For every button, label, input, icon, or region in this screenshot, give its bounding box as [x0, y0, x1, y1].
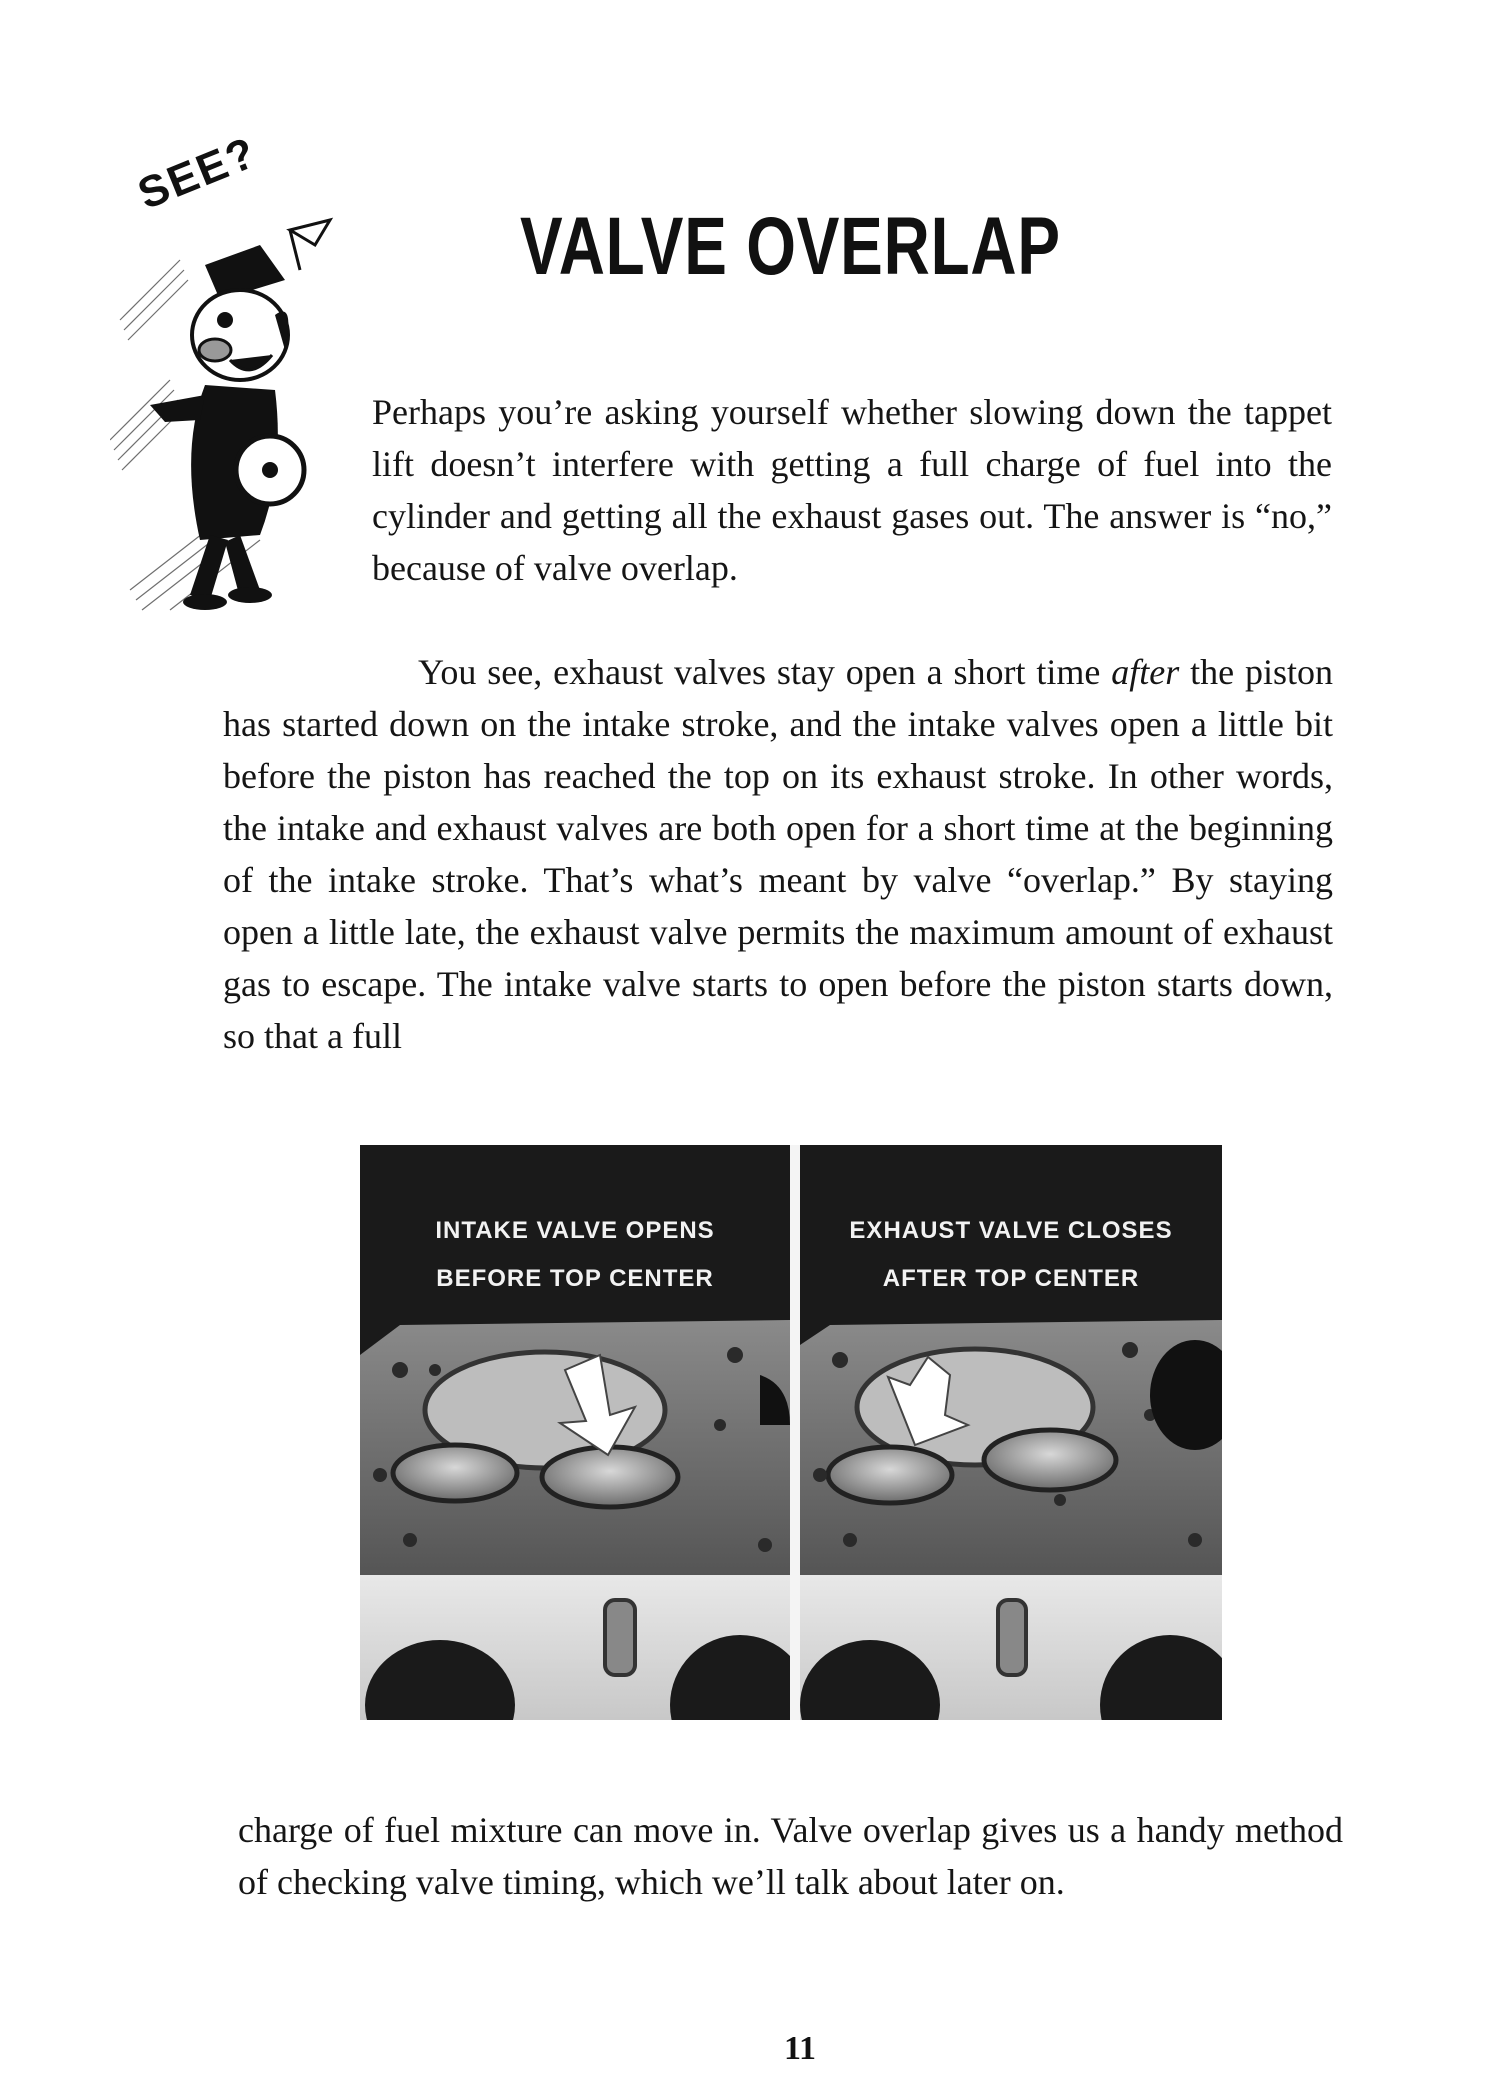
paragraph-2	[223, 646, 1333, 1062]
exhaust-valve-label	[800, 1207, 1222, 1303]
paragraph-3: charge of fuel mixture can move in. Valve overlap gives us a handy method of checking valve timing, which we’ll talk about later on.	[238, 1810, 1343, 1902]
exhaust-valve-label-line-1: EXHAUST VALVE CLOSES	[849, 1217, 1173, 1244]
page-number: 11	[783, 2030, 817, 2067]
paragraph-2-italic: after	[1111, 652, 1180, 692]
exhaust-valve-label-line-2: AFTER TOP CENTER	[882, 1265, 1140, 1292]
exhaust-valve-photo	[800, 1145, 1222, 1720]
intake-valve-label	[360, 1207, 790, 1303]
mechanic-cartoon-icon	[110, 127, 370, 630]
cartoon-caption: SEE?	[131, 127, 264, 220]
intake-valve-photo	[360, 1145, 790, 1720]
intake-valve-label-line-2: BEFORE TOP CENTER	[436, 1265, 714, 1292]
photo-divider	[790, 1145, 800, 1720]
valve-photo-figure	[360, 1145, 1222, 1720]
intake-valve-label-line-1: INTAKE VALVE OPENS	[435, 1217, 715, 1244]
page-title: VALVE OVERLAP	[520, 201, 1061, 292]
paragraph-2-part-1: You see, exhaust valves stay open a short time	[418, 652, 1112, 692]
paragraph-1: Perhaps you’re asking yourself whether slowing down the tappet lift doesn’t interfere with getting a full charge of fuel into the cylinder and getting all the exhaust gases out. The answer is “no,” because of valve overlap.	[372, 392, 1332, 588]
paragraph-2-part-2: the piston has started down on the intake stroke, and the intake valves open a little bit before the piston has reached the top on its exhaust stroke. In other words, the intake and exhaust valves are both open for a short time at the beginning of the intake stroke. That’s what’s meant by valve “overlap.” By staying open a little late, the exhaust valve permits the maximum amount of exhaust gas to escape. The intake valve starts to open before the piston starts down, so that a full	[223, 652, 1334, 1056]
cartoon-figure-icon	[110, 150, 370, 630]
